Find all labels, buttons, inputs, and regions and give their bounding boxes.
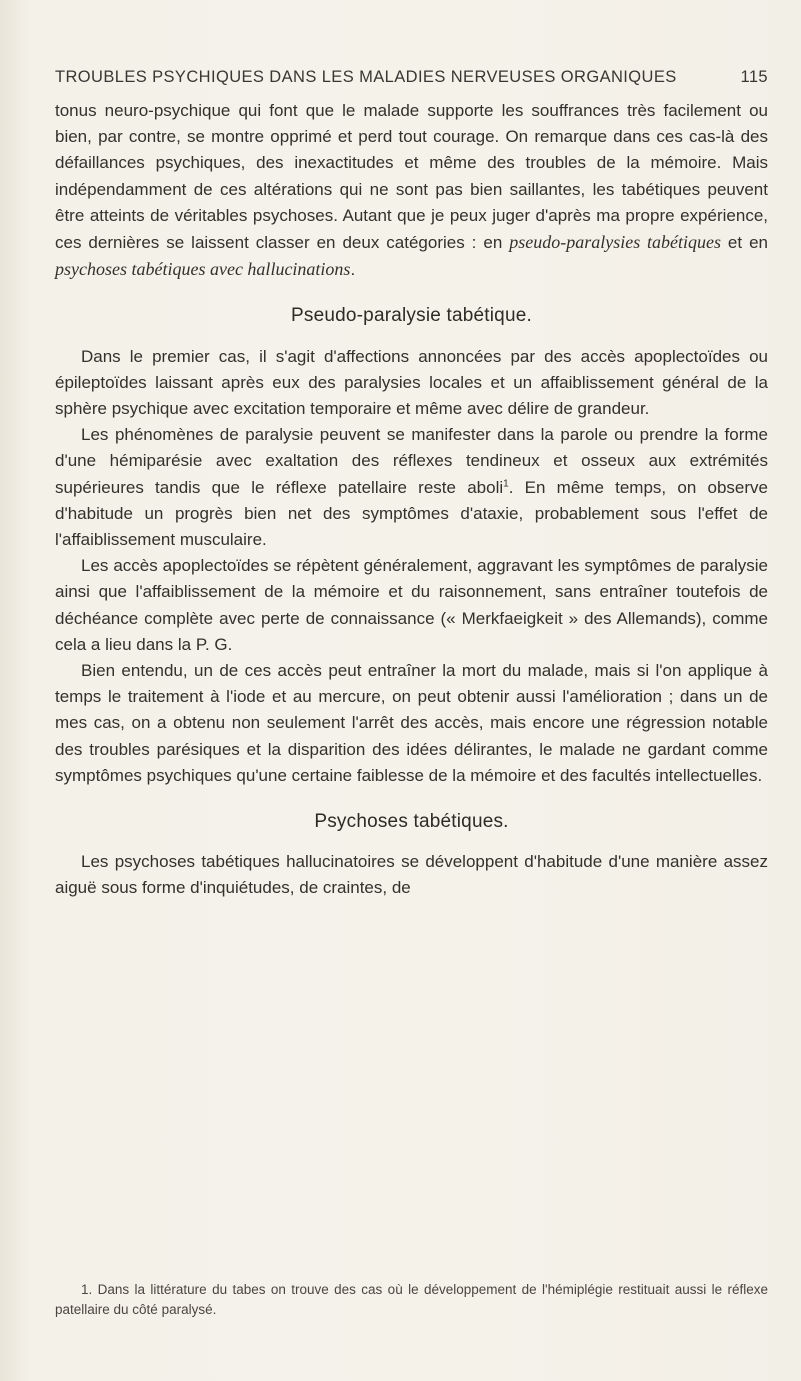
running-header	[55, 68, 768, 87]
paragraph-text: . En même temps, on observe d'habitude un progrès bien net des symptômes d'ataxie, probablement sous l'effet de l'affaiblissement musculaire.	[55, 477, 768, 550]
section-heading-pseudo-paralysie: Pseudo-paralysie tabétique.	[291, 305, 532, 327]
section-heading-psychoses: Psychoses tabétiques.	[314, 811, 509, 833]
paragraph	[55, 422, 768, 553]
italic-term-psychoses: psychoses tabétiques avec hallucinations	[55, 259, 351, 280]
footnote: 1. Dans la littérature du tabes on trouve des cas où le développement de l'hémiplégie restituait aussi le réflexe patellaire du côté paralysé.	[55, 1282, 768, 1317]
footnote-marker: 1	[503, 477, 509, 489]
paragraph-text: Les phénomènes de paralysie peuvent se manifester dans la parole ou prendre la forme d'une hémiparésie avec exaltation des réflexes tendineux et osseux aux extrémités supérieures tandis que le réflexe patellaire reste aboli	[55, 425, 768, 497]
paragraph: Les accès apoplectoïdes se répètent généralement, aggravant les symptômes de paralysie ainsi que l'affaiblissement de la mémoire et du raisonnement, sans entraîner toutefois de déchéance complète avec perte de connaissance (« Merkfaeigkeit » des Allemands), comme cela a lieu dans la P. G.	[55, 556, 768, 654]
paragraph: Dans le premier cas, il s'agit d'affections annoncées par des accès apoplectoïdes ou épileptoïdes laissant après eux des paralysies locales et un affaiblissement général de la sphère psychique avec excitation temporaire et même avec délire de grandeur.	[55, 346, 768, 419]
main-text	[55, 98, 768, 902]
intro-connector: et en	[720, 233, 768, 253]
paragraph: Bien entendu, un de ces accès peut entraîner la mort du malade, mais si l'on applique à temps le traitement à l'iode et au mercure, on peut obtenir aussi l'amélioration ; dans un de mes cas, on a obtenu non seulement l'arrêt des accès, mais encore une régression notable des troubles parésiques et la disparition des idées délirantes, le malade ne gardant comme symptômes psychiques qu'une certaine faiblesse de la mémoire et des facultés intellectuelles.	[55, 661, 768, 785]
paragraph: Les psychoses tabétiques hallucinatoires se développent d'habitude d'une manière assez aiguë sous forme d'inquiétudes, de craintes, de	[55, 852, 768, 898]
page-number: 115	[740, 68, 768, 86]
italic-term-pseudo-paralysies: pseudo-paralysies tabétiques	[509, 232, 721, 253]
intro-end: .	[350, 260, 356, 280]
intro-text: tonus neuro-psychique qui font que le malade supporte les souffrances très facilement ou bien, par contre, se montre opprimé et perd tout courage. On remarque dans ces cas-là des défaillances psychiques, des inexactitudes et même des troubles de la mémoire. Mais indépendamment de ces altérations qui ne sont pas bien saillantes, les tabétiques peuvent être atteints de véritables psychoses. Autant que je peux juger d'après ma propre expérience, ces dernières se laissent classer en deux catégories : en	[55, 101, 768, 253]
intro-paragraph	[55, 98, 768, 283]
running-title: TROUBLES PSYCHIQUES DANS LES MALADIES NERVEUSES ORGANIQUES	[55, 68, 677, 86]
